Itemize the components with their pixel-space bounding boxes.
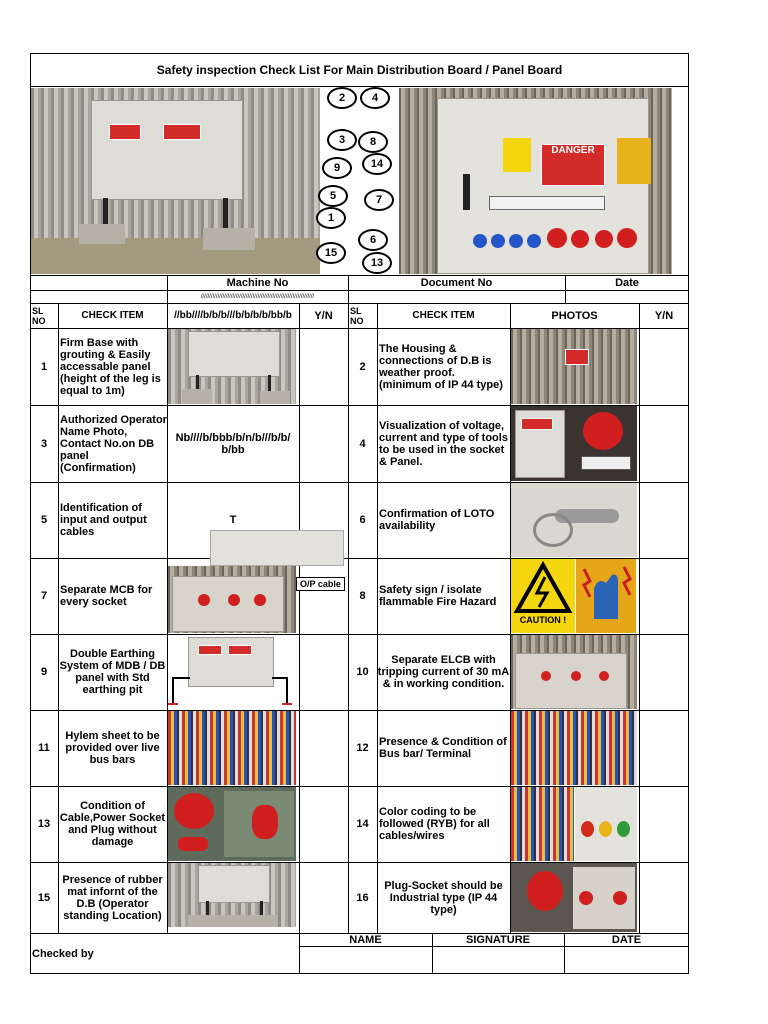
check-item-header-right: CHECK ITEM [412, 309, 475, 321]
row-4-photo [511, 406, 637, 481]
row-11-item: Hylem sheet to be provided over live bus bars [65, 730, 160, 766]
caution-sign-text: CAUTION ! [519, 615, 567, 625]
callout-9: 9 [322, 157, 352, 179]
row-14-photo-indicators [575, 787, 637, 861]
caution-sign [511, 559, 575, 633]
row-9-sl: 9 [40, 666, 48, 678]
callout-2: 2 [327, 87, 357, 109]
row-8-item: Safety sign / isolate flammable Fire Hazard [379, 584, 497, 608]
footer-signature-label: SIGNATURE [466, 933, 530, 946]
callout-1: 1 [316, 207, 346, 229]
sl-no-header-right: SL NO [350, 305, 364, 326]
row-16-sl: 16 [356, 891, 369, 904]
footer-date-field[interactable] [565, 947, 688, 973]
row-8-sl: 8 [359, 590, 366, 602]
row-7-photo [168, 566, 296, 633]
page-title: Safety inspection Check List For Main Distribution Board / Panel Board [30, 53, 689, 87]
check-item-header-left: CHECK ITEM [81, 309, 144, 321]
row-10-photo [511, 635, 637, 709]
row-14-sl: 14 [356, 818, 369, 830]
row-6-item: Confirmation of LOTO availability [379, 508, 495, 532]
row-1-item: Firm Base with grouting & Easily accessable panel (height of the leg is equal to 1m) [60, 336, 161, 397]
footer-signature-field[interactable] [433, 947, 563, 973]
row-11-sl: 11 [38, 742, 50, 754]
op-cable-label: O/P cable [296, 577, 345, 591]
row-10-sl: 10 [356, 666, 369, 678]
callout-15: 15 [316, 242, 346, 264]
photos-header-right: PHOTOS [551, 309, 598, 322]
callout-13: 13 [362, 252, 392, 274]
db-panel-closeup-photo [399, 88, 672, 274]
row-7-sl: 7 [40, 590, 48, 602]
row-10-item: Separate ELCB with tripping current of 30 mA & in working condition. [377, 654, 510, 690]
row-13-sl: 13 [37, 818, 51, 830]
machine-no-label: Machine No [226, 276, 289, 289]
hand-shock-sign [576, 559, 636, 633]
footer-name-field[interactable] [300, 947, 431, 973]
row-6-sl: 6 [359, 514, 366, 526]
row-13-photo [168, 787, 296, 861]
photo-header-left: //bb////b/b/b///b/b/b/b/bb/b [174, 309, 292, 321]
row-14-item: Color coding to be followed (RYB) for all cables/wires [379, 806, 490, 842]
row-9-item: Double Earthing System of MDB / DB panel with Std earthing pit [59, 648, 166, 696]
row-14-photo-wires [511, 787, 574, 861]
row-4-item: Visualization of voltage, current and type of tools to be used in the socket & Panel. [379, 419, 508, 468]
row-16-item: Plug-Socket should be Industrial type (IP 44 type) [384, 879, 503, 916]
row-1-sl: 1 [40, 360, 48, 373]
row-1-photo [168, 329, 296, 404]
callout-7: 7 [364, 189, 394, 211]
row-5-photo-text: T [229, 514, 237, 526]
row-12-item: Presence & Condition of Bus bar/ Terminal [379, 736, 507, 760]
row-11-photo [168, 711, 296, 785]
row-9-photo [168, 635, 298, 709]
callout-5: 5 [318, 185, 348, 207]
db-panel-site-photo [31, 88, 320, 274]
row-13-item: Condition of Cable,Power Socket and Plug without damage [59, 800, 166, 848]
row-6-photo [511, 483, 637, 557]
callout-8: 8 [358, 131, 388, 153]
row-5-photo-overlay [210, 530, 344, 566]
footer-name-label: NAME [349, 933, 382, 946]
row-2-item: The Housing & connections of D.B is weather proof. (minimum of IP 44 type) [379, 342, 503, 391]
row-7-item: Separate MCB for every socket [60, 584, 153, 608]
yn-header-left: Y/N [314, 309, 333, 322]
sl-no-header-left: SL NO [32, 305, 46, 326]
row-4-sl: 4 [359, 437, 366, 450]
row-3-item: Authorized Operator Name Photo, Contact No.on DB panel (Confirmation) [60, 413, 167, 474]
row-3-photo-text: Nb////b/bbb/b/n/b///b/b/ b/bb [175, 431, 291, 456]
machine-no-value: //////////////////////////////////////////////////////////////////// [200, 293, 315, 300]
row-15-photo [168, 863, 296, 927]
callout-14: 14 [362, 153, 392, 175]
row-16-photo [511, 863, 637, 932]
row-2-sl: 2 [359, 360, 366, 373]
yn-header-right: Y/N [654, 309, 674, 322]
date-label: Date [615, 276, 639, 289]
row-3-sl: 3 [40, 437, 48, 450]
row-15-item: Presence of rubber mat infornt of the D.B (Operator standing Location) [62, 873, 163, 922]
row-5-sl: 5 [40, 514, 48, 526]
row-5-item: Identification of input and output cables [60, 502, 147, 538]
document-no-label: Document No [420, 276, 493, 289]
danger-sign: DANGER [541, 144, 605, 186]
callout-4: 4 [360, 87, 390, 109]
footer-date-label: DATE [611, 933, 642, 946]
row-2-photo [511, 329, 637, 404]
callout-6: 6 [358, 229, 388, 251]
callout-3: 3 [327, 129, 357, 151]
row-12-photo [511, 711, 637, 785]
checked-by-label: Checked by [32, 947, 94, 960]
row-15-sl: 15 [37, 891, 51, 904]
row-12-sl: 12 [356, 742, 369, 754]
